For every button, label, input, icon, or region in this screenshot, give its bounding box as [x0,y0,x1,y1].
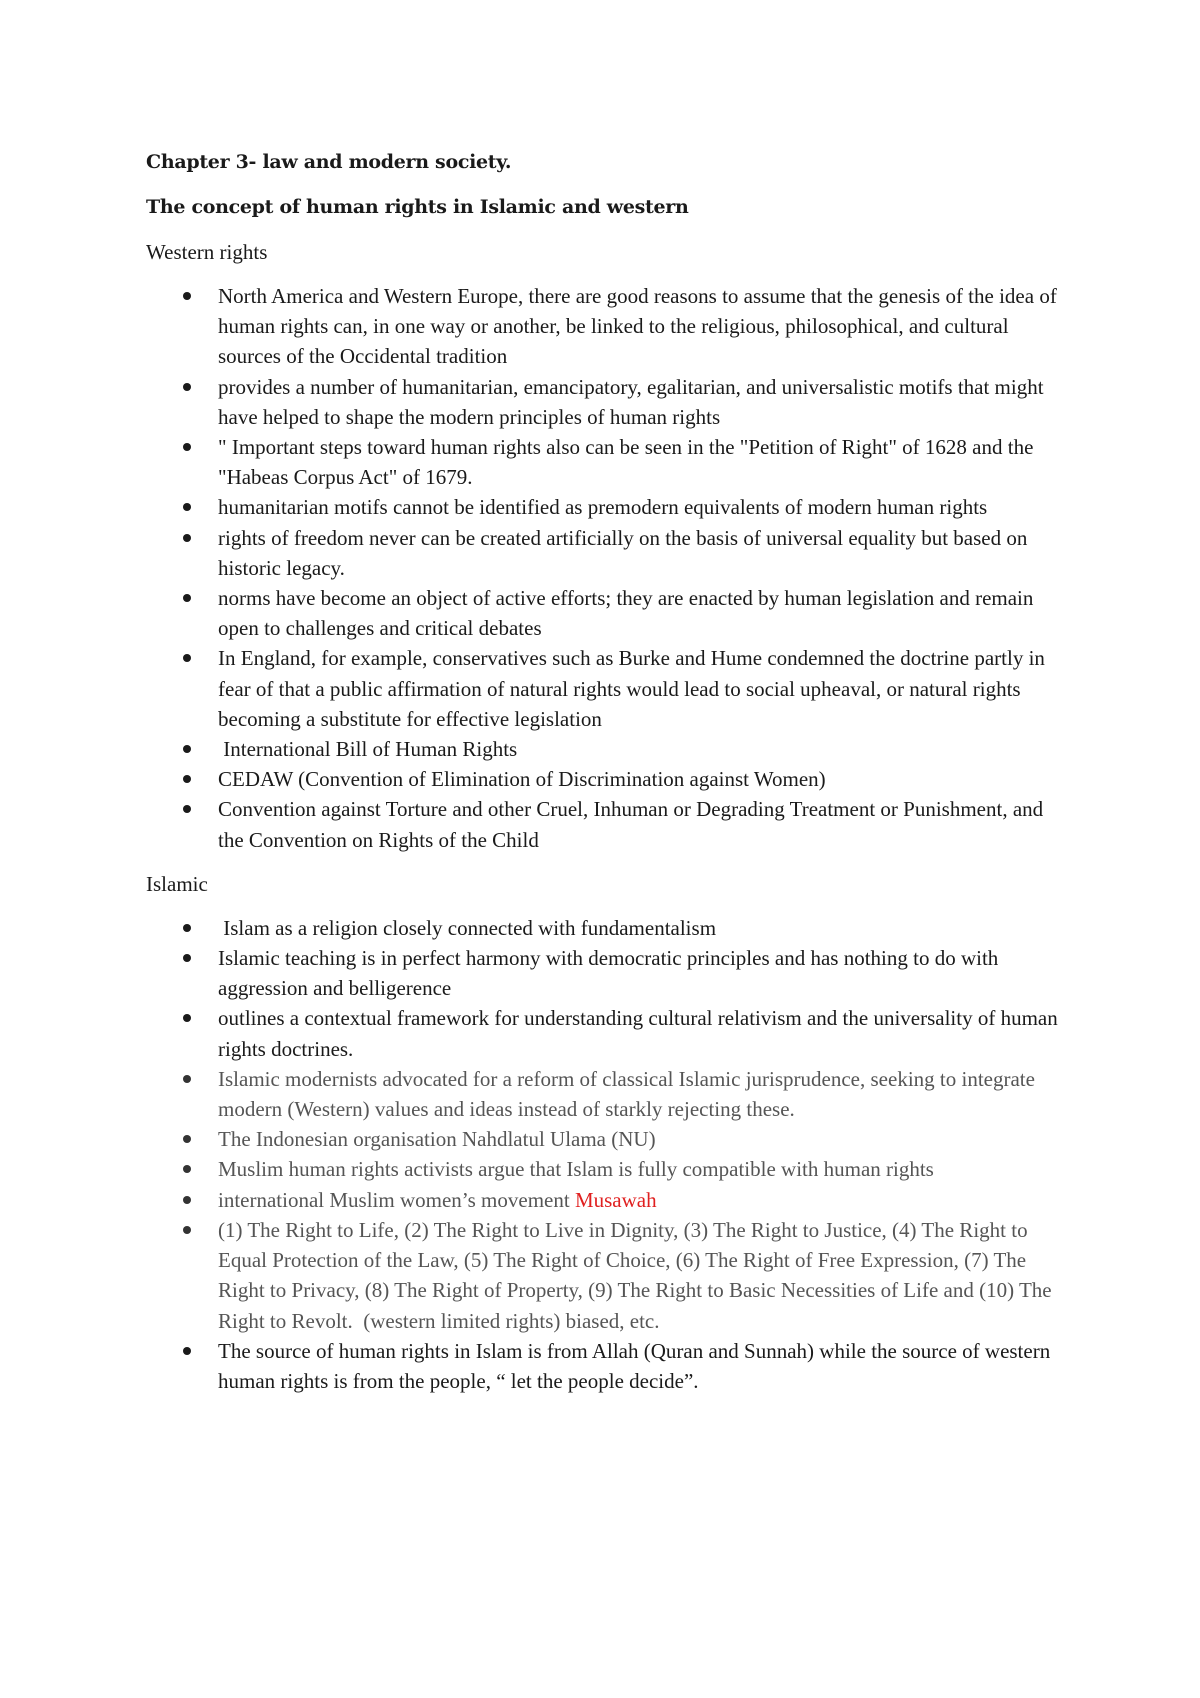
western-rights-label: Western rights [146,240,268,264]
list-item [146,492,1066,522]
western-rights-list [146,281,1066,855]
list-item-text: international Muslim women’s movement [218,1187,575,1212]
bullet-icon [183,1014,191,1022]
list-item [146,734,1066,764]
bullet-icon [183,924,191,932]
bullet-icon [183,1075,191,1083]
musawah-highlight: Musawah [574,1187,657,1212]
list-item-text: Islamic modernists advocated for a reform of classical Islamic jurisprudence, seeking to integrate modern (Western) values and ideas instead of starkly rejecting these. [218,1066,1035,1122]
list-item [146,643,1066,734]
list-item-text: In England, for example, conservatives such as Burke and Hume condemned the doctrine partly in fear of that a public affirmation of natural rights would lead to social upheaval, or natural rights becoming a substitute for effective legislation [218,646,1045,731]
list-item-text: International Bill of Human Rights [218,737,518,762]
list-item-text: The Indonesian organisation Nahdlatul Ulama (NU) [218,1127,656,1152]
bullet-icon [183,443,191,451]
section-subtitle: The concept of human rights in Islamic and western [146,196,689,218]
bullet-icon [183,503,191,511]
bullet-icon [183,534,191,542]
bullet-icon [183,1347,191,1355]
list-item [146,764,1066,794]
bullet-icon [183,654,191,662]
chapter-title: Chapter 3- law and modern society. [146,151,512,173]
bullet-icon [183,1196,191,1204]
list-item [146,281,1066,372]
list-item [146,372,1066,432]
bullet-icon [183,1165,191,1173]
document-page [146,148,1066,1411]
list-item-text: Muslim human rights activists argue that Islam is fully compatible with human rights [218,1157,934,1182]
list-item-text: Islam as a religion closely connected with fundamentalism [218,915,717,940]
list-item [146,1124,1066,1154]
bullet-icon [183,775,191,783]
bullet-icon [183,805,191,813]
list-item-text: Convention against Torture and other Cruel, Inhuman or Degrading Treatment or Punishment, and the Convention on Rights of the Child [218,797,1044,852]
bullet-icon [183,954,191,962]
bullet-icon [183,745,191,753]
list-item-text: Islamic teaching is in perfect harmony with democratic principles and has nothing to do with aggression and belligerence [218,946,999,1001]
list-item [146,1185,1066,1215]
list-item-text: norms have become an object of active efforts; they are enacted by human legislation and remain open to challenges and critical debates [218,586,1034,641]
list-item-text: provides a number of humanitarian, emancipatory, egalitarian, and universalistic motifs that might have helped to shape the modern principles of human rights [218,374,1044,429]
list-item-text: rights of freedom never can be created artificially on the basis of universal equality but based on historic legacy. [218,525,1028,580]
list-item [146,1336,1066,1396]
list-item [146,913,1066,943]
bullet-icon [183,383,191,391]
islamic-rights-label: Islamic [146,871,208,896]
list-item [146,943,1066,1003]
list-item [146,1003,1066,1063]
bullet-icon [183,594,191,602]
list-item [146,1064,1066,1124]
list-item [146,794,1066,854]
list-item-text: humanitarian motifs cannot be identified as premodern equivalents of modern human rights [218,495,988,520]
list-item [146,1215,1066,1336]
list-item-text: outlines a contextual framework for understanding cultural relativism and the universality of human rights doctrines. [218,1006,1058,1061]
list-item-text: CEDAW (Convention of Elimination of Discrimination against Women) [218,767,826,792]
list-item [146,523,1066,583]
bullet-icon [183,1226,191,1234]
list-item-text: (1) The Right to Life, (2) The Right to Live in Dignity, (3) The Right to Justice, (4) The Right to Equal Protection of the Law, (5) The Right of Choice, (6) The Right of Free Expression, (7) The Right to Privacy, (8) The Right of Property, (9) The Right to Basic Necessities of Life and (10) The Right to Revolt. (western limited rights) biased, etc. [218,1217,1057,1333]
list-item-text: North America and Western Europe, there are good reasons to assume that the genesis of the idea of human rights can, in one way or another, be linked to the religious, philosophical, and cultural sources of the Occidental tradition [218,284,1057,369]
bullet-icon [183,292,191,300]
list-item [146,432,1066,492]
list-item [146,1154,1066,1184]
list-item [146,583,1066,643]
list-item-text: The source of human rights in Islam is from Allah (Quran and Sunnah) while the source of western human rights is from the people, “ let the people decide”. [218,1338,1051,1393]
list-item-text: " Important steps toward human rights also can be seen in the "Petition of Right" of 1628 and the "Habeas Corpus Act" of 1679. [218,435,1034,490]
bullet-icon [183,1135,191,1143]
islamic-rights-list [146,913,1066,1396]
